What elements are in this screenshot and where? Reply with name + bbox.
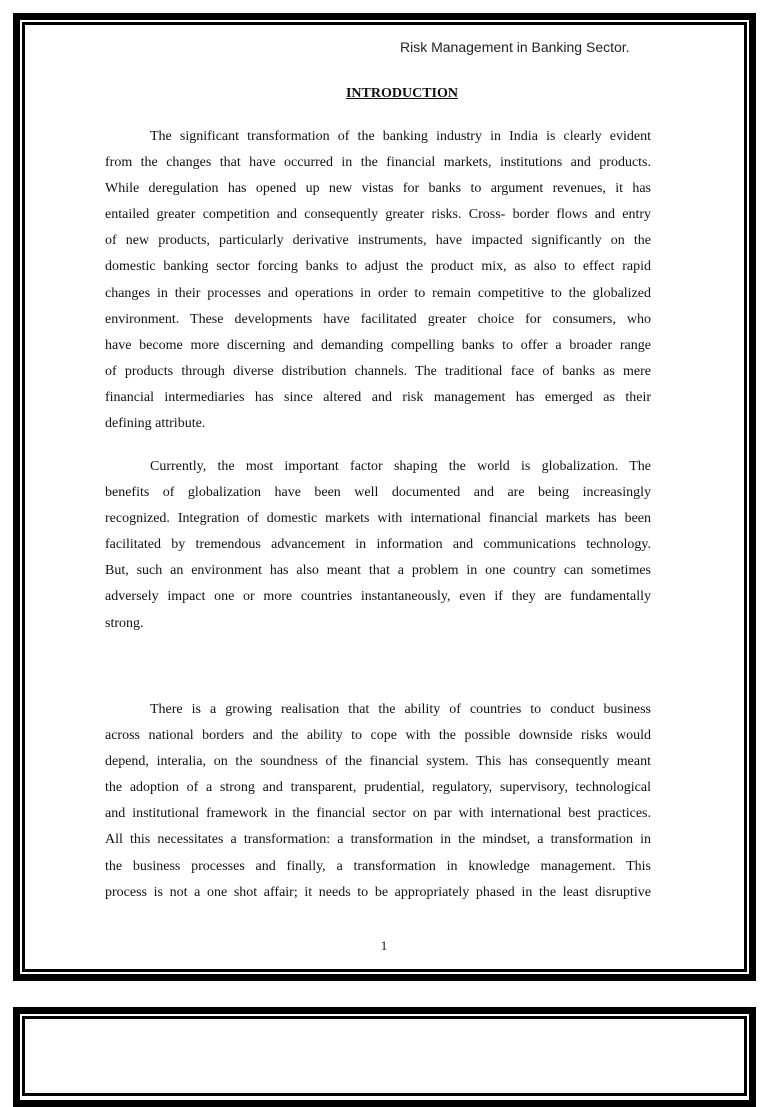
text-line: changes in their processes and operations in order to remain competitive to the globalized [105,285,651,301]
text-line: But, such an environment has also meant that a problem in one country can sometimes [105,563,651,579]
text-line: the adoption of a strong and transparent, prudential, regulatory, supervisory, technological [105,780,651,796]
text-line: process is not a one shot affair; it needs to be appropriately phased in the least disruptive [105,884,651,900]
text-line: defining attribute. [105,416,206,432]
section-title: INTRODUCTION [345,86,458,101]
text-line: adversely impact one or more countries instantaneously, even if they are fundamentally [105,589,651,605]
text-line: benefits of globalization have been well documented and are being increasingly [105,485,651,501]
text-line: of new products, particularly derivative instruments, have impacted significantly on the [105,233,651,249]
text-line: There is a growing realisation that the ability of countries to conduct business [150,702,651,717]
text-line: the business processes and finally, a transformation in knowledge management. This [105,858,651,874]
text-line: All this necessitates a transformation: a transformation in the mindset, a transformation in [105,832,651,848]
text-line: of products through diverse distribution channels. The traditional face of banks as mere [105,363,651,379]
running-header: Risk Management in Banking Sector. [400,39,630,55]
page-number: 1 [380,938,388,953]
text-line: financial intermediaries has since altered and risk management has emerged as their [105,389,651,405]
paragraph-1 [105,124,651,437]
text-line: The significant transformation of the banking industry in India is clearly evident [150,129,651,144]
next-page-border-inner [22,1016,747,1096]
text-line: from the changes that have occurred in the financial markets, institutions and products. [105,155,651,171]
text-line: While deregulation has opened up new vistas for banks to argument revenues, it has [105,181,651,197]
text-line: environment. These developments have facilitated greater choice for consumers, who [105,311,651,327]
paragraph-3 [105,697,651,906]
text-line: across national borders and the ability to cope with the possible downside risks would [105,728,651,744]
text-line: have become more discerning and demanding compelling banks to offer a broader range [105,337,651,353]
text-line: and institutional framework in the financial sector on par with international best practices. [105,806,651,822]
text-line: recognized. Integration of domestic markets with international financial markets has been [105,511,651,527]
text-line: facilitated by tremendous advancement in information and communications technology. [105,537,651,553]
text-line: Currently, the most important factor shaping the world is globalization. The [150,459,651,474]
paragraph-2 [105,454,651,637]
text-line: strong. [105,615,144,631]
text-line: entailed greater competition and consequently greater risks. Cross- border flows and entry [105,207,651,223]
text-line: domestic banking sector forcing banks to adjust the product mix, as also to effect rapid [105,259,651,275]
text-line: depend, interalia, on the soundness of the financial system. This has consequently meant [105,754,651,770]
